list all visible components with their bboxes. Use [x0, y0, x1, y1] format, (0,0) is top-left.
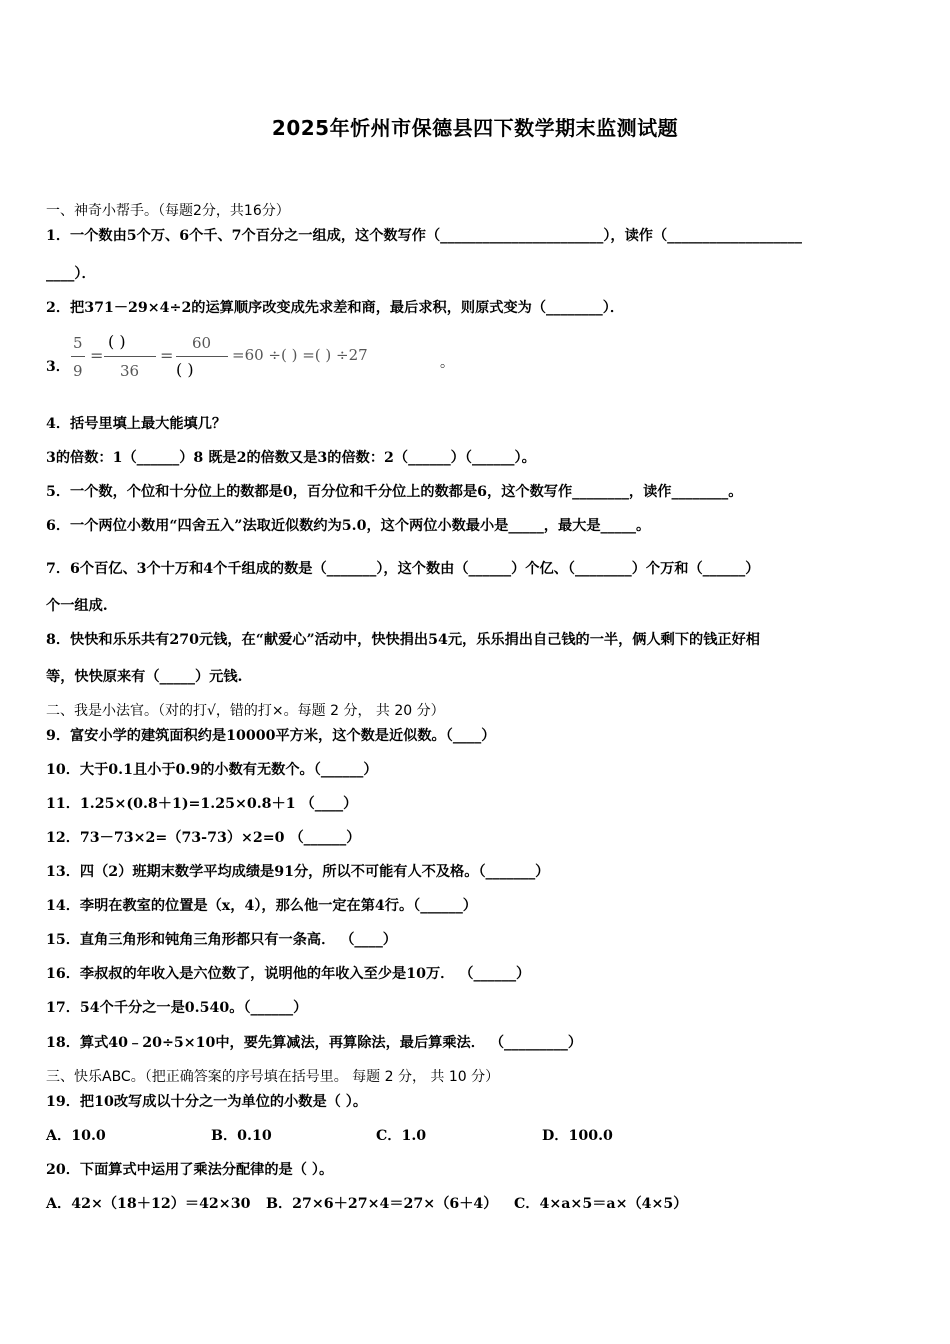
- question-9: 9．富安小学的建筑面积约是10000平方米，这个数是近似数。（____）: [46, 728, 496, 744]
- question-15: 15．直角三角形和钝角三角形都只有一条高． （____）: [46, 932, 397, 948]
- option-c: C．1.0: [376, 1128, 427, 1144]
- question-3-expression: =60 ÷( ) =( ) ÷27: [232, 346, 368, 364]
- fraction-3-denominator: ( ): [176, 360, 194, 379]
- question-7: 7．6个百亿、3个十万和4个千组成的数是（_______），这个数由（______）个亿、（________）个万和（______）: [46, 561, 760, 577]
- question-1-cont: ____）．: [46, 266, 96, 282]
- option-d: D．100.0: [542, 1128, 613, 1144]
- fraction-2-bar: [104, 356, 156, 357]
- question-16: 16．李叔叔的年收入是六位数了，说明他的年收入至少是10万． （______）: [46, 966, 531, 982]
- question-12: 12．73－73×2=（73-73）×2=0 （______）: [46, 830, 361, 846]
- option-b: B．0.10: [211, 1128, 272, 1144]
- fraction-1-bar: [71, 356, 85, 357]
- section-3-heading: 三、快乐ABC。（把正确答案的序号填在括号里。 每题 2 分， 共 10 分）: [46, 1069, 500, 1085]
- question-3-end: 。: [440, 355, 454, 371]
- question-11: 11．1.25×(0.8＋1)=1.25×0.8＋1 （____）: [46, 796, 358, 812]
- question-8: 8．快快和乐乐共有270元钱，在“献爱心”活动中，快快捐出54元，乐乐捐出自己钱的一半，俩人剩下的钱正好相: [46, 632, 760, 648]
- option-b: B．27×6＋27×4＝27×（6＋4）: [266, 1196, 498, 1212]
- question-7-cont: 个一组成.: [46, 598, 108, 614]
- question-4: 4．括号里填上最大能填几？: [46, 416, 227, 432]
- fraction-1-denominator: 9: [73, 362, 83, 380]
- question-10: 10．大于0.1且小于0.9的小数有无数个。（______）: [46, 762, 378, 778]
- question-13: 13．四（2）班期末数学平均成绩是91分，所以不可能有人不及格。（_______）: [46, 864, 550, 880]
- option-a: A．42×（18＋12）＝42×30: [46, 1196, 251, 1212]
- fraction-3-numerator: 60: [192, 334, 212, 352]
- equals-sign: =: [90, 346, 104, 365]
- option-c: C．4×a×5＝a×（4×5）: [514, 1196, 688, 1212]
- question-17: 17．54个千分之一是0.540。（______）: [46, 1000, 308, 1016]
- option-a: A．10.0: [46, 1128, 106, 1144]
- section-2-heading: 二、我是小法官。（对的打√，错的打×。每题 2 分， 共 20 分）: [46, 703, 445, 719]
- question-2: 2．把371－29×4÷2的运算顺序改变成先求差和商，最后求积，则原式变为（________）．: [46, 300, 625, 316]
- question-20: 20．下面算式中运用了乘法分配律的是（ ）。: [46, 1162, 334, 1178]
- fraction-1-numerator: 5: [73, 334, 83, 352]
- question-8-cont: 等，快快原来有（_____）元钱.: [46, 669, 243, 685]
- page-title: 2025年忻州市保德县四下数学期末监测试题: [271, 116, 679, 140]
- fraction-2-denominator: 36: [120, 362, 140, 380]
- equals-sign: =: [160, 346, 174, 365]
- question-4-blanks: 3的倍数：1（______）8 既是2的倍数又是3的倍数：2（______）（______）。: [46, 450, 536, 466]
- question-14: 14．李明在教室的位置是（x，4），那么他一定在第4行。（______）: [46, 898, 477, 914]
- question-5: 5．一个数，个位和十分位上的数都是0，百分位和千分位上的数都是6，这个数写作________，读作________。: [46, 484, 743, 500]
- question-18: 18．算式40﹣20÷5×10中，要先算减法，再算除法，最后算乘法． （_________）: [46, 1035, 583, 1051]
- question-6: 6．一个两位小数用“四舍五入”法取近似数约为5.0，这个两位小数最小是_____，最大是_____。: [46, 518, 651, 534]
- question-3-number: 3．: [46, 359, 70, 375]
- question-1: 1．一个数由5个万、6个千、7个百分之一组成，这个数写作（_______________________），读作（___________________: [46, 228, 802, 244]
- fraction-3-bar: [176, 356, 228, 357]
- section-1-heading: 一、神奇小帮手。（每题2分，共16分）: [46, 203, 290, 219]
- question-19: 19．把10改写成以十分之一为单位的小数是（ ）。: [46, 1094, 368, 1110]
- question-3: [46, 330, 466, 386]
- fraction-2-numerator: ( ): [108, 332, 126, 351]
